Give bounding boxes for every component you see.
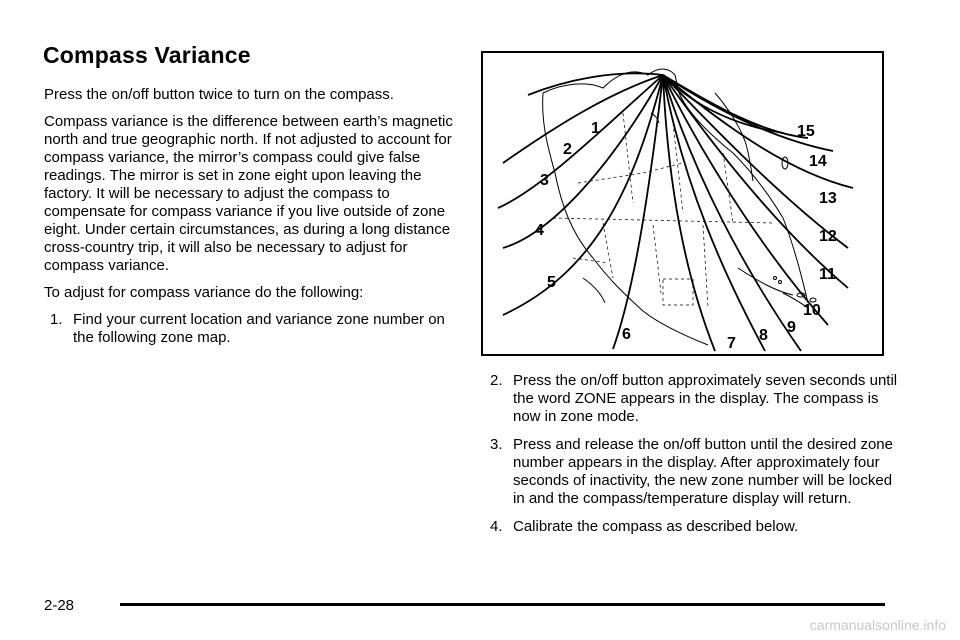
step-number: 4. — [490, 518, 503, 535]
right-column — [490, 372, 900, 546]
zone-label-11: 11 — [819, 266, 836, 283]
left-column — [44, 86, 464, 347]
zone-label-15: 15 — [797, 123, 815, 140]
intro-paragraph: Press the on/off button twice to turn on the compass. — [44, 86, 394, 103]
step-4 — [490, 518, 900, 536]
zone-label-1: 1 — [591, 120, 600, 137]
step-2 — [490, 372, 900, 426]
zone-label-2: 2 — [563, 141, 572, 158]
zone-label-9: 9 — [787, 319, 796, 336]
zone-map-illustration — [483, 53, 882, 354]
zone-label-7: 7 — [727, 335, 736, 352]
zone-number-labels — [535, 120, 837, 352]
zone-label-8: 8 — [759, 327, 768, 344]
compass-zone-map — [481, 51, 884, 356]
step-text: Calibrate the compass as described below. — [513, 518, 799, 535]
page-title: Compass Variance — [43, 42, 251, 68]
step-number: 1. — [50, 311, 63, 328]
zone-label-6: 6 — [622, 326, 631, 343]
adjust-lead-paragraph: To adjust for compass variance do the following: — [44, 284, 364, 301]
footer-rule — [120, 603, 885, 606]
zone-label-4: 4 — [535, 222, 544, 239]
zone-label-5: 5 — [547, 274, 556, 291]
zone-label-13: 13 — [819, 190, 837, 207]
zone-label-14: 14 — [809, 153, 827, 170]
variance-explanation-paragraph: Compass variance is the difference between earth’s magnetic north and true geographic north. If not adjusted to account for compass variance, the mirror’s compass could give false readings. The mirror is set in zone eight upon leaving the factory. It will be necessary to adjust the compass to compensate for compass variance if you live outside of zone eight. Under certain circumstances, as during a long distance cross-country trip, it will also be necessary to adjust for compass variance. — [44, 113, 453, 274]
zone-label-10: 10 — [803, 302, 821, 319]
zone-label-12: 12 — [819, 228, 837, 245]
step-text: Press and release the on/off button until the desired zone number appears in the display. After approximately four seconds of inactivity, the new zone number will be locked in and the compass/temperature display will return. — [513, 436, 893, 507]
watermark: carmanualsonline.info — [809, 617, 946, 633]
zone-label-3: 3 — [540, 172, 549, 189]
zone-boundary-lines — [498, 73, 853, 351]
step-number: 3. — [490, 436, 503, 453]
step-3 — [490, 436, 900, 508]
step-text: Press the on/off button approximately seven seconds until the word ZONE appears in the display. The compass is now in zone mode. — [513, 372, 898, 425]
step-number: 2. — [490, 372, 503, 389]
page-number: 2-28 — [44, 597, 75, 614]
islands — [774, 157, 817, 302]
step-text: Find your current location and variance zone number on the following zone map. — [73, 311, 445, 346]
step-1 — [44, 311, 464, 347]
